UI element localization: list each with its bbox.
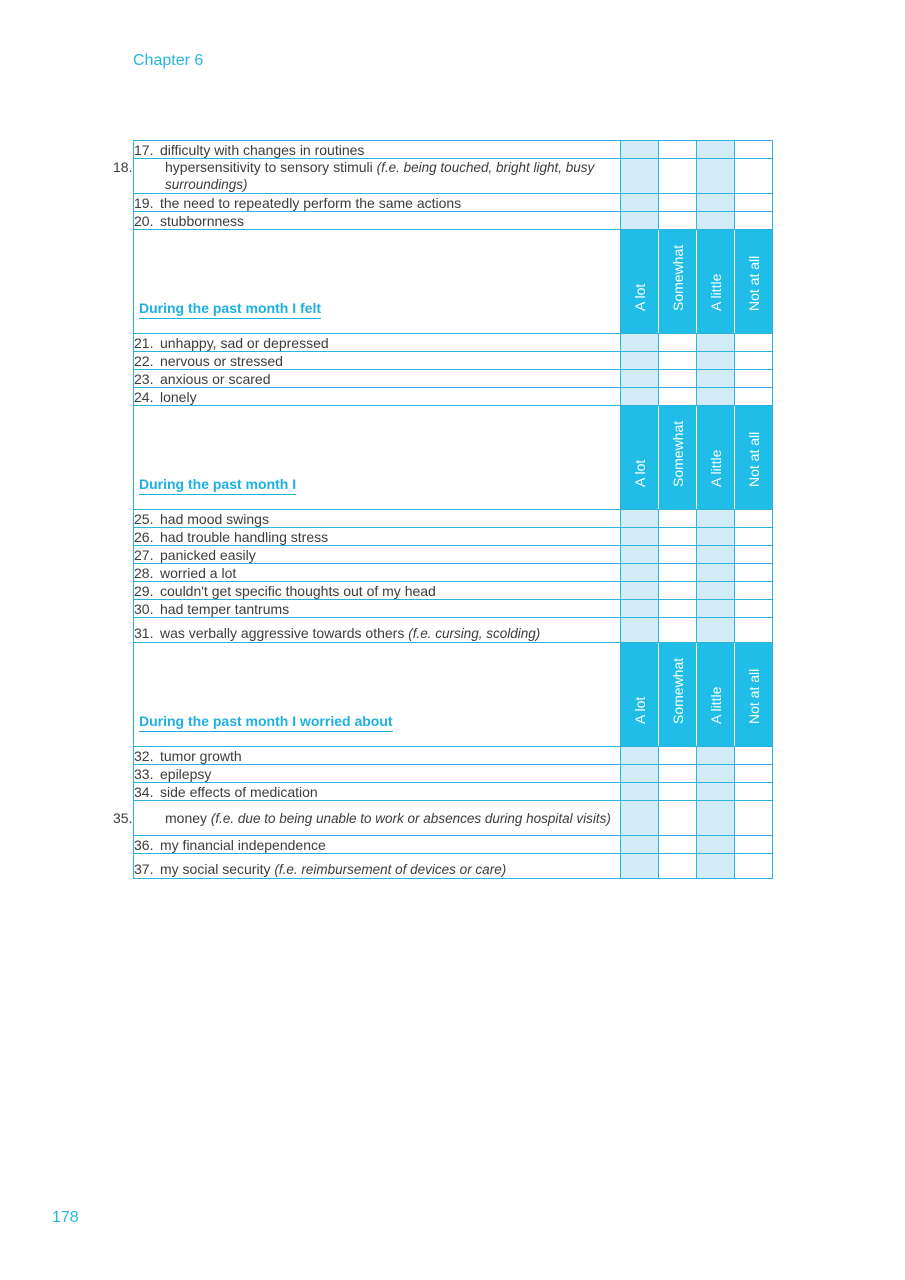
answer-not-at-all[interactable]	[735, 212, 773, 230]
question-text: my financial independence	[160, 836, 326, 853]
question-text: anxious or scared	[160, 370, 271, 387]
question-row	[134, 352, 773, 370]
answer-a-lot[interactable]	[621, 600, 659, 618]
answer-somewhat[interactable]	[659, 582, 697, 600]
answer-a-little[interactable]	[697, 783, 735, 801]
answer-a-little[interactable]	[697, 765, 735, 783]
question-number: 32.	[134, 747, 154, 764]
section-header	[134, 230, 773, 334]
answer-not-at-all[interactable]	[735, 388, 773, 406]
answer-a-little[interactable]	[697, 141, 735, 159]
column-label-a-lot: A lot	[631, 696, 648, 724]
answer-a-little[interactable]	[697, 546, 735, 564]
question-row	[134, 801, 773, 836]
answer-a-little[interactable]	[697, 370, 735, 388]
question-number: 26.	[134, 528, 154, 545]
section-heading: During the past month I felt	[139, 300, 321, 319]
question-note: (f.e. reimbursement of devices or care)	[274, 862, 507, 877]
answer-somewhat[interactable]	[659, 836, 697, 854]
answer-not-at-all[interactable]	[735, 564, 773, 582]
answer-a-lot[interactable]	[621, 836, 659, 854]
answer-a-little[interactable]	[697, 618, 735, 643]
answer-not-at-all[interactable]	[735, 510, 773, 528]
question-number: 29.	[134, 582, 154, 599]
column-label-not-at-all: Not at all	[745, 668, 762, 724]
answer-somewhat[interactable]	[659, 528, 697, 546]
page-number: 178	[52, 1209, 79, 1226]
answer-not-at-all[interactable]	[735, 836, 773, 854]
answer-somewhat[interactable]	[659, 159, 697, 194]
answer-a-lot[interactable]	[621, 159, 659, 194]
answer-somewhat[interactable]	[659, 370, 697, 388]
answer-a-lot[interactable]	[621, 582, 659, 600]
section-header	[134, 643, 773, 747]
answer-somewhat[interactable]	[659, 141, 697, 159]
answer-a-lot[interactable]	[621, 783, 659, 801]
question-number: 28.	[134, 564, 154, 581]
question-number: 25.	[134, 510, 154, 527]
answer-a-little[interactable]	[697, 854, 735, 879]
column-label-a-little: A little	[707, 686, 724, 724]
answer-somewhat[interactable]	[659, 388, 697, 406]
answer-not-at-all[interactable]	[735, 194, 773, 212]
question-number: 33.	[134, 765, 154, 782]
question-row	[134, 854, 773, 879]
question-text: stubbornness	[160, 212, 245, 229]
question-row	[134, 510, 773, 528]
question-number: 24.	[134, 388, 154, 405]
question-number: 37.	[134, 861, 154, 877]
answer-somewhat[interactable]	[659, 765, 697, 783]
question-number: 23.	[134, 370, 154, 387]
question-text: was verbally aggressive towards others	[160, 625, 409, 641]
question-text: worried a lot	[160, 564, 237, 581]
answer-a-little[interactable]	[697, 747, 735, 765]
answer-a-little[interactable]	[697, 600, 735, 618]
chapter-title: Chapter 6	[133, 52, 204, 69]
question-row	[134, 836, 773, 854]
question-row	[134, 212, 773, 230]
question-text: epilepsy	[160, 765, 212, 782]
answer-a-little[interactable]	[697, 388, 735, 406]
question-number: 34.	[134, 783, 154, 800]
question-text: the need to repeatedly perform the same actions	[160, 194, 462, 211]
column-label-a-lot: A lot	[631, 283, 648, 311]
question-text: money	[165, 809, 211, 826]
answer-somewhat[interactable]	[659, 194, 697, 212]
column-label-a-lot: A lot	[631, 459, 648, 487]
section-heading: During the past month I worried about	[139, 713, 393, 732]
question-row	[134, 582, 773, 600]
answer-a-lot[interactable]	[621, 370, 659, 388]
question-row	[134, 194, 773, 212]
question-text: hypersensitivity to sensory stimuli	[165, 159, 377, 175]
answer-a-lot[interactable]	[621, 564, 659, 582]
question-number: 20.	[134, 212, 154, 229]
question-number: 36.	[134, 836, 154, 853]
answer-a-little[interactable]	[697, 582, 735, 600]
question-text: had temper tantrums	[160, 600, 290, 617]
question-row	[134, 600, 773, 618]
answer-not-at-all[interactable]	[735, 352, 773, 370]
question-row	[134, 546, 773, 564]
question-row	[134, 159, 773, 194]
question-number: 21.	[134, 334, 154, 351]
answer-not-at-all[interactable]	[735, 801, 773, 836]
answer-not-at-all[interactable]	[735, 159, 773, 194]
question-number: 17.	[134, 141, 154, 158]
answer-somewhat[interactable]	[659, 546, 697, 564]
question-number: 18.	[113, 159, 133, 175]
section-heading: During the past month I	[139, 476, 296, 495]
answer-a-little[interactable]	[697, 159, 735, 194]
question-number: 22.	[134, 352, 154, 369]
question-number: 30.	[134, 600, 154, 617]
question-row	[134, 618, 773, 643]
answer-a-lot[interactable]	[621, 801, 659, 836]
answer-not-at-all[interactable]	[735, 854, 773, 879]
answer-somewhat[interactable]	[659, 801, 697, 836]
answer-a-lot[interactable]	[621, 854, 659, 879]
answer-somewhat[interactable]	[659, 564, 697, 582]
answer-a-little[interactable]	[697, 212, 735, 230]
answer-not-at-all[interactable]	[735, 765, 773, 783]
questionnaire-table	[113, 140, 773, 879]
question-text: side effects of medication	[160, 783, 318, 800]
question-row	[134, 141, 773, 159]
answer-a-lot[interactable]	[621, 388, 659, 406]
question-row	[134, 388, 773, 406]
question-text: my social security	[160, 861, 275, 877]
question-row	[134, 747, 773, 765]
answer-somewhat[interactable]	[659, 212, 697, 230]
column-label-somewhat: Somewhat	[669, 657, 686, 724]
question-text: unhappy, sad or depressed	[160, 334, 329, 351]
answer-somewhat[interactable]	[659, 747, 697, 765]
answer-a-lot[interactable]	[621, 510, 659, 528]
answer-a-lot[interactable]	[621, 194, 659, 212]
answer-a-lot[interactable]	[621, 141, 659, 159]
question-note: (f.e. cursing, scolding)	[408, 626, 541, 641]
answer-somewhat[interactable]	[659, 854, 697, 879]
question-number: 31.	[134, 625, 154, 641]
answer-not-at-all[interactable]	[735, 546, 773, 564]
answer-a-lot[interactable]	[621, 765, 659, 783]
question-row	[134, 370, 773, 388]
column-label-not-at-all: Not at all	[745, 255, 762, 311]
column-label-somewhat: Somewhat	[669, 420, 686, 487]
question-text: had mood swings	[160, 510, 269, 527]
answer-a-little[interactable]	[697, 801, 735, 836]
answer-not-at-all[interactable]	[735, 747, 773, 765]
answer-a-little[interactable]	[697, 194, 735, 212]
question-row	[134, 334, 773, 352]
answer-a-little[interactable]	[697, 528, 735, 546]
question-row	[134, 783, 773, 801]
answer-not-at-all[interactable]	[735, 600, 773, 618]
answer-somewhat[interactable]	[659, 352, 697, 370]
answer-not-at-all[interactable]	[735, 334, 773, 352]
answer-a-lot[interactable]	[621, 618, 659, 643]
question-text: difficulty with changes in routines	[160, 141, 365, 158]
question-text: nervous or stressed	[160, 352, 283, 369]
answer-a-little[interactable]	[697, 836, 735, 854]
answer-a-lot[interactable]	[621, 352, 659, 370]
question-text: had trouble handling stress	[160, 528, 329, 545]
answer-somewhat[interactable]	[659, 600, 697, 618]
question-text: couldn't get specific thoughts out of my head	[160, 582, 436, 599]
question-number: 19.	[134, 194, 154, 211]
question-row	[134, 528, 773, 546]
question-number: 35.	[113, 809, 133, 826]
question-number: 27.	[134, 546, 154, 563]
question-note: (f.e. being touched, bright light, busy surroundings)	[165, 160, 595, 192]
answer-a-lot[interactable]	[621, 334, 659, 352]
answer-somewhat[interactable]	[659, 510, 697, 528]
answer-a-lot[interactable]	[621, 747, 659, 765]
column-label-not-at-all: Not at all	[745, 431, 762, 487]
column-label-a-little: A little	[707, 273, 724, 311]
answer-somewhat[interactable]	[659, 334, 697, 352]
answer-a-little[interactable]	[697, 564, 735, 582]
question-text: lonely	[160, 388, 197, 405]
answer-somewhat[interactable]	[659, 783, 697, 801]
answer-a-little[interactable]	[697, 510, 735, 528]
answer-a-lot[interactable]	[621, 212, 659, 230]
answer-not-at-all[interactable]	[735, 141, 773, 159]
question-text: panicked easily	[160, 546, 256, 563]
answer-a-lot[interactable]	[621, 528, 659, 546]
question-note: (f.e. due to being unable to work or absences during hospital visits)	[210, 810, 611, 826]
question-row	[134, 765, 773, 783]
column-label-a-little: A little	[707, 449, 724, 487]
answer-not-at-all[interactable]	[735, 783, 773, 801]
answer-a-lot[interactable]	[621, 546, 659, 564]
answer-not-at-all[interactable]	[735, 528, 773, 546]
question-row	[134, 564, 773, 582]
column-label-somewhat: Somewhat	[669, 244, 686, 311]
answer-a-little[interactable]	[697, 334, 735, 352]
answer-a-little[interactable]	[697, 352, 735, 370]
answer-not-at-all[interactable]	[735, 582, 773, 600]
answer-somewhat[interactable]	[659, 618, 697, 643]
question-text: tumor growth	[160, 747, 242, 764]
answer-not-at-all[interactable]	[735, 370, 773, 388]
section-header	[134, 406, 773, 510]
answer-not-at-all[interactable]	[735, 618, 773, 643]
